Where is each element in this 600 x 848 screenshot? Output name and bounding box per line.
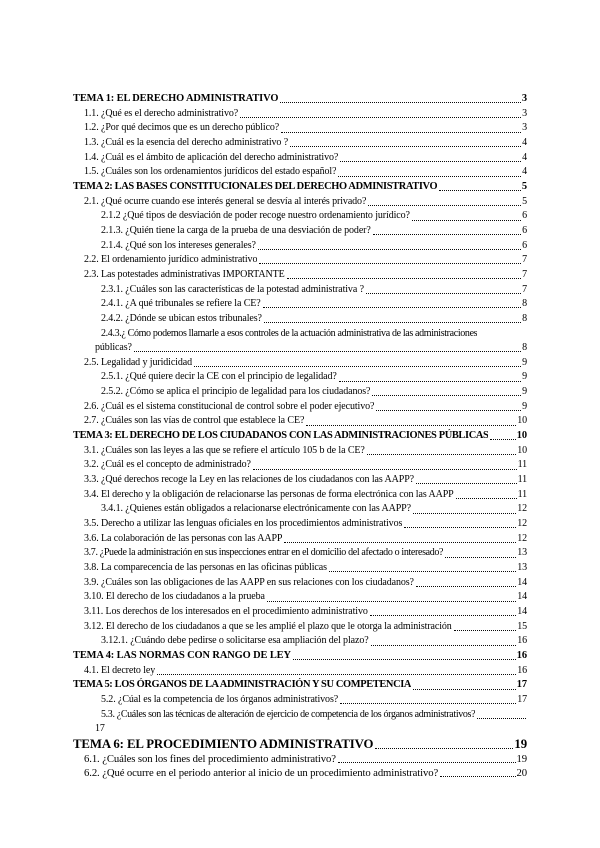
toc-entry-label: 3.8. La comparecencia de las personas en las oficinas públicas <box>84 562 327 573</box>
toc-page-number: 6 <box>522 210 527 222</box>
toc-page-number: 9 <box>522 356 527 368</box>
toc-entry-label: 4.1. El decreto ley <box>84 664 156 676</box>
toc-page-number: 9 <box>522 371 527 383</box>
toc <box>73 92 527 781</box>
dot-leader <box>373 234 521 235</box>
dot-leader <box>376 410 521 411</box>
toc-entry-label: 5.2. ¿Cúal es la competencia de los órganos administrativos? <box>101 693 339 705</box>
toc-entry[interactable] <box>73 766 527 781</box>
toc-entry-label: 2.1.4. ¿Qué son los intereses generales? <box>101 239 256 251</box>
toc-entry[interactable] <box>73 605 527 620</box>
toc-entry[interactable] <box>73 590 527 605</box>
toc-entry[interactable] <box>73 370 527 385</box>
toc-entry[interactable] <box>73 253 527 268</box>
toc-page-number: 14 <box>517 576 527 588</box>
toc-entry-label: 1.2. ¿Por qué decimos que es un derecho público? <box>84 122 280 134</box>
toc-entry[interactable] <box>73 136 527 151</box>
dot-leader <box>370 615 516 616</box>
dot-leader <box>259 263 521 264</box>
toc-entry[interactable] <box>73 400 527 415</box>
dot-leader <box>368 205 521 206</box>
toc-entry-label: 3.9. ¿Cuáles son las obligaciones de las AAPP en sus relaciones con los ciudadanos? <box>84 576 414 588</box>
toc-page-number: 5 <box>521 180 527 192</box>
toc-entry-label: 2.4.3.¿ Cómo podemos llamarle a esos controles de la actuación administrativa de las administraciones <box>101 327 478 339</box>
toc-page-number: 8 <box>522 342 527 354</box>
toc-page-number: 12 <box>517 518 527 530</box>
toc-entry-label: 3.1. ¿Cuáles son las leyes a las que se refiere el artículo 105 b de la CE? <box>84 444 365 456</box>
dot-leader <box>404 527 516 528</box>
toc-entry[interactable] <box>73 546 527 561</box>
toc-entry-label: 1.5. ¿Cuáles son los ordenamientos jurídicos del estado español? <box>84 166 337 178</box>
toc-page-number: 19 <box>514 736 527 751</box>
toc-page-number: 6 <box>522 239 527 251</box>
toc-page-number: 14 <box>517 591 527 603</box>
dot-leader <box>240 117 521 118</box>
toc-page-number: 13 <box>517 547 527 559</box>
dot-leader <box>263 307 521 308</box>
toc-entry[interactable] <box>73 693 527 708</box>
toc-entry[interactable] <box>73 620 527 635</box>
dot-leader <box>284 542 516 543</box>
dot-leader <box>281 132 521 133</box>
toc-page-number: 12 <box>517 532 527 544</box>
toc-page-number: 14 <box>517 605 527 617</box>
toc-entry[interactable] <box>73 165 527 180</box>
dot-leader <box>413 689 516 690</box>
toc-page-number: 11 <box>517 488 527 500</box>
toc-page-number: 5 <box>522 195 527 207</box>
dot-leader <box>490 439 515 440</box>
toc-entry[interactable] <box>73 444 527 459</box>
toc-entry-label: 2.4.1. ¿A qué tribunales se refiere la CE? <box>101 298 261 310</box>
toc-entry-label: TEMA 4: LAS NORMAS CON RANGO DE LEY <box>73 649 291 661</box>
toc-entry-label: 6.1. ¿Cuáles son los fines del procedimiento administrativo? <box>84 752 336 765</box>
toc-entry-label: 1.1. ¿Qué es el derecho administrativo? <box>84 107 239 119</box>
toc-page-number: 11 <box>517 474 527 486</box>
toc-entry[interactable] <box>73 151 527 166</box>
dot-leader <box>366 293 521 294</box>
toc-entry[interactable] <box>73 268 527 283</box>
dot-leader <box>454 630 516 631</box>
toc-page-number: 17 <box>95 723 105 735</box>
toc-page-number: 17 <box>516 679 527 691</box>
toc-entry-label: 1.4. ¿Cuál es el ámbito de aplicación del derecho administrativo? <box>84 151 339 163</box>
toc-entry-label: 3.4.1. ¿Quienes están obligados a relacionarse electrónicamente con las AAPP? <box>101 503 411 515</box>
dot-leader <box>338 176 521 177</box>
toc-page-number: 6 <box>522 224 527 236</box>
toc-page-number: 4 <box>522 136 527 148</box>
dot-leader <box>194 366 521 367</box>
toc-entry[interactable] <box>73 678 527 693</box>
toc-entry-label: 2.5. Legalidad y juridicidad <box>84 356 193 368</box>
dot-leader <box>157 674 516 675</box>
toc-page-number: 17 <box>517 693 527 705</box>
toc-entry-label: TEMA 3: EL DERECHO DE LOS CIUDADANOS CON LAS ADMINISTRACIONES PÚBLICAS <box>73 430 489 442</box>
toc-entry[interactable] <box>73 224 527 239</box>
toc-page-number: 8 <box>522 312 527 324</box>
dot-leader <box>416 586 516 587</box>
toc-entry[interactable] <box>73 327 527 342</box>
toc-entry-label: públicas? <box>95 342 132 354</box>
toc-entry-continuation[interactable] <box>73 341 527 356</box>
dot-leader <box>367 454 516 455</box>
toc-page-number: 16 <box>516 649 527 661</box>
toc-entry-label: 3.3. ¿Qué derechos recoge la Ley en las relaciones de los ciudadanos con las AAPP? <box>84 474 415 486</box>
toc-entry-label: 2.6. ¿Cuál es el sistema constitucional de control sobre el poder ejecutivo? <box>84 400 375 412</box>
toc-entry[interactable] <box>73 488 527 503</box>
toc-entry[interactable] <box>73 737 527 752</box>
toc-page-number: 10 <box>517 415 527 427</box>
toc-entry[interactable] <box>73 239 527 254</box>
toc-entry[interactable] <box>73 576 527 591</box>
toc-entry-label: 3.12. El derecho de los ciudadanos a que se les amplié el plazo que le otorga la administración <box>84 620 452 632</box>
toc-entry[interactable] <box>73 180 527 195</box>
toc-page-number: 3 <box>521 93 527 104</box>
toc-entry-label: 3.12.1. ¿Cuándo debe pedirse o solicitarse esa ampliación del plazo? <box>101 635 369 647</box>
dot-leader <box>445 557 516 558</box>
toc-entry-label: 2.5.1. ¿Qué quiere decir la CE con el principio de legalidad? <box>101 371 337 383</box>
toc-entry[interactable] <box>73 649 527 664</box>
toc-entry[interactable] <box>73 664 527 679</box>
toc-entry-label: 3.4. El derecho y la obligación de relacionarse las personas de forma electrónica con las AAPP <box>84 488 454 500</box>
toc-entry[interactable] <box>73 517 527 532</box>
toc-entry-label: 1.3. ¿Cuál es la esencia del derecho administrativo ? <box>84 136 289 148</box>
dot-leader <box>329 571 516 572</box>
toc-entry[interactable] <box>73 312 527 327</box>
toc-page-number: 4 <box>522 151 527 163</box>
toc-page-number: 3 <box>522 122 527 134</box>
toc-entry-label: 6.2. ¿Qué ocurre en el periodo anterior al inicio de un procedimiento administrativo? <box>84 767 439 780</box>
toc-entry-label: 2.7. ¿Cuáles son las vías de control que establece la CE? <box>84 415 305 427</box>
dot-leader <box>134 351 521 352</box>
toc-entry[interactable] <box>73 561 527 576</box>
toc-page-number: 3 <box>522 107 527 119</box>
toc-entry-label: 5.3. ¿Cuáles son las técnicas de alteración de ejercicio de competencia de los órganos administrativos? <box>101 708 476 720</box>
toc-page-number: 4 <box>522 166 527 178</box>
toc-entry[interactable] <box>73 414 527 429</box>
dot-leader <box>456 498 517 499</box>
toc-entry-label: 2.3.1. ¿Cuáles son las características de la potestad administrativa ? <box>101 283 364 295</box>
dot-leader <box>372 395 521 396</box>
dot-leader <box>306 425 516 426</box>
toc-entry-label: 3.7. ¿Puede la administración en sus inspecciones entrar en el domicilio del afectado o interesado? <box>84 547 444 559</box>
toc-entry-label: 3.5. Derecho a utilizar las lenguas oficiales en los procedimientos administrativos <box>84 518 403 530</box>
dot-leader <box>340 703 516 704</box>
dot-leader <box>267 601 516 602</box>
toc-entry-label: 2.4.2. ¿Dónde se ubican estos tribunales? <box>101 312 262 324</box>
dot-leader <box>293 659 516 660</box>
toc-page-number: 7 <box>522 254 527 266</box>
toc-entry-label: 2.1.3. ¿Quién tiene la carga de la prueba de una desviación de poder? <box>101 224 371 236</box>
toc-page-number: 10 <box>517 444 527 456</box>
toc-page-number: 13 <box>517 562 527 573</box>
toc-entry[interactable] <box>73 195 527 210</box>
toc-page-number: 15 <box>517 620 527 632</box>
toc-entry-label: 3.6. La colaboración de las personas con las AAPP <box>84 532 283 544</box>
dot-leader <box>371 645 517 646</box>
toc-page-number: 19 <box>516 752 527 765</box>
toc-entry[interactable] <box>73 532 527 547</box>
toc-entry[interactable] <box>73 92 527 107</box>
toc-page-number: 12 <box>517 503 527 515</box>
toc-entry[interactable] <box>73 429 527 444</box>
toc-page-number: 16 <box>517 664 527 676</box>
toc-page-number: 20 <box>516 767 527 780</box>
toc-entry-label: TEMA 5: LOS ÓRGANOS DE LA ADMINISTRACIÓN Y SU COMPETENCIA <box>73 679 412 691</box>
dot-leader <box>253 469 517 470</box>
toc-page-number: 8 <box>522 298 527 310</box>
toc-page-number: 9 <box>522 400 527 412</box>
dot-leader <box>416 483 517 484</box>
dot-leader <box>290 146 521 147</box>
toc-entry[interactable] <box>73 209 527 224</box>
toc-entry-label: 2.3. Las potestades administrativas IMPORTANTE <box>84 268 285 280</box>
dot-leader <box>287 278 521 279</box>
toc-entry[interactable] <box>73 752 527 767</box>
dot-leader <box>440 776 515 777</box>
toc-entry-label: 3.10. El derecho de los ciudadanos a la prueba <box>84 591 265 603</box>
toc-page-number: 9 <box>522 386 527 398</box>
toc-entry-label: TEMA 2: LAS BASES CONSTITUCIONALES DEL DERECHO ADMINISTRATIVO <box>73 180 438 192</box>
toc-page-number: 16 <box>517 635 527 647</box>
dot-leader <box>339 381 521 382</box>
dot-leader <box>264 322 521 323</box>
toc-entry[interactable] <box>73 356 527 371</box>
toc-entry-label: 2.2. El ordenamiento jurídico administrativo <box>84 254 258 266</box>
toc-entry[interactable] <box>73 458 527 473</box>
toc-entry-continuation[interactable] <box>73 722 527 737</box>
toc-entry[interactable] <box>73 297 527 312</box>
toc-entry-label: 2.5.2. ¿Cómo se aplica el principio de legalidad para los ciudadanos? <box>101 386 371 398</box>
toc-entry[interactable] <box>73 121 527 136</box>
toc-page-number: 10 <box>516 430 527 442</box>
toc-entry[interactable] <box>73 502 527 517</box>
toc-entry-label: 2.1. ¿Qué ocurre cuando ese interés general se desvía al interés privado? <box>84 195 367 207</box>
dot-leader <box>280 102 521 103</box>
dot-leader <box>477 718 526 719</box>
dot-leader <box>412 220 521 221</box>
toc-entry-label: 3.2. ¿Cuál es el concepto de administrado? <box>84 459 251 471</box>
toc-page-number: 7 <box>522 283 527 295</box>
dot-leader <box>439 190 521 191</box>
toc-entry[interactable] <box>73 283 527 298</box>
toc-entry-label: 2.1.2 ¿Qué tipos de desviación de poder recoge nuestro ordenamiento jurídico? <box>101 210 410 222</box>
toc-entry-label: TEMA 1: EL DERECHO ADMINISTRATIVO <box>73 93 279 104</box>
toc-page-number: 11 <box>517 459 527 471</box>
toc-entry[interactable] <box>73 107 527 122</box>
dot-leader <box>375 748 513 749</box>
dot-leader <box>340 161 521 162</box>
toc-entry[interactable] <box>73 634 527 649</box>
toc-entry[interactable] <box>73 385 527 400</box>
dot-leader <box>338 762 516 763</box>
dot-leader <box>413 513 516 514</box>
toc-entry-label: 3.11. Los derechos de los interesados en el procedimiento administrativo <box>84 605 368 617</box>
toc-page-number: 7 <box>522 268 527 280</box>
toc-entry[interactable] <box>73 708 527 723</box>
toc-entry[interactable] <box>73 473 527 488</box>
toc-entry-label: TEMA 6: EL PROCEDIMIENTO ADMINISTRATIVO <box>73 736 374 751</box>
dot-leader <box>258 249 521 250</box>
